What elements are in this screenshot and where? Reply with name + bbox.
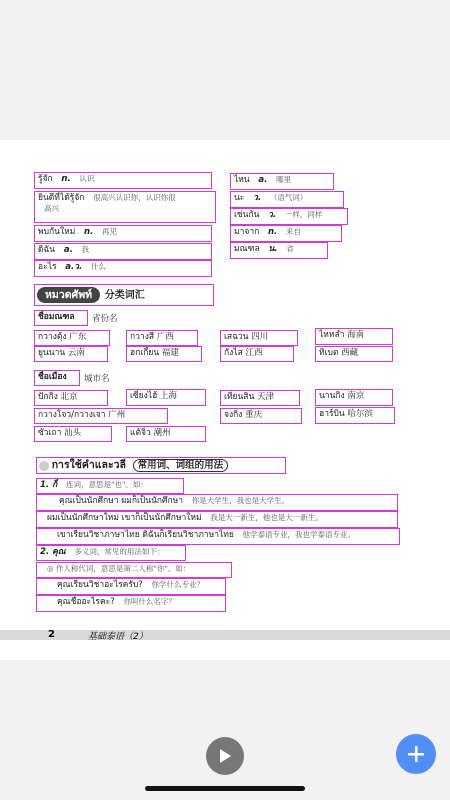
group-subtitle-cities: 城市名 xyxy=(84,374,110,384)
page-footer-bar xyxy=(0,630,450,640)
vocab-thai: ยินดีที่ได้รู้จัก xyxy=(38,193,85,203)
province-item[interactable] xyxy=(126,330,198,346)
city-item[interactable] xyxy=(34,390,108,406)
vocab-chinese: 很高兴认识你，认识你很 xyxy=(93,193,176,202)
group-heading-provinces[interactable] xyxy=(34,310,88,326)
usage-note: 连词，意思是"也"。如： xyxy=(65,480,148,489)
city-item[interactable] xyxy=(315,389,393,406)
city-label: เซี่ยงไฮ้ 上海 xyxy=(130,391,177,401)
example-sentence[interactable] xyxy=(36,511,398,528)
example-thai: ผมเป็นนักศึกษาใหม่ เขาก็เป็นนักศึกษาใหม่ xyxy=(47,513,202,523)
example-chinese: 我是大一新生，他也是大一新生。 xyxy=(210,513,323,522)
vocab-pos: ว. xyxy=(268,210,277,220)
vocab-pos: n. xyxy=(61,174,71,184)
example-sentence[interactable] xyxy=(36,595,226,612)
section-title-thai: การใช้คำและวลี xyxy=(51,459,126,471)
example-thai: คุณเรียนวิชาอะไรครับ? xyxy=(57,580,143,590)
vocab-item[interactable] xyxy=(34,260,212,277)
vocab-thai: ดิฉัน xyxy=(38,245,56,255)
vocab-chinese: 再见 xyxy=(102,227,117,236)
vocab-chinese: 省 xyxy=(286,244,294,253)
vocab-pos: น. xyxy=(268,244,278,254)
vocab-thai: ไหน xyxy=(234,175,250,185)
province-item[interactable] xyxy=(34,330,110,346)
section-title-chinese: 常用词、词组的用法 xyxy=(133,459,229,472)
province-item[interactable] xyxy=(220,330,298,346)
vocab-pos: n. xyxy=(267,227,278,237)
vocab-thai: อะไร xyxy=(38,262,57,272)
vocab-pos: a.ว. xyxy=(65,262,83,272)
city-label: เทียนสิน 天津 xyxy=(224,392,274,402)
province-label: กวางสี 广西 xyxy=(130,332,174,342)
example-chinese: 你叫什么名字？ xyxy=(123,597,176,606)
province-item[interactable] xyxy=(220,346,294,362)
section-title-chinese: 分类词汇 xyxy=(104,290,145,301)
section-title-thai: หมวดศัพท์ xyxy=(37,287,100,303)
city-item[interactable] xyxy=(220,408,302,424)
usage-item-heading[interactable] xyxy=(36,478,184,494)
vocab-item[interactable] xyxy=(230,191,344,208)
vocab-item[interactable] xyxy=(34,243,212,260)
city-item[interactable] xyxy=(126,389,206,406)
province-label: เสฉวน 四川 xyxy=(224,332,269,342)
province-label: กวางตุ้ง 广东 xyxy=(38,332,87,342)
vocab-item[interactable] xyxy=(230,173,334,190)
vocab-thai: พบกันใหม่ xyxy=(38,227,76,237)
vocab-thai: มาจาก xyxy=(234,227,260,237)
city-label: ฮาร์บิน 哈尔滨 xyxy=(319,409,373,419)
vocab-item[interactable] xyxy=(230,208,348,225)
play-icon xyxy=(218,748,232,764)
vocab-chinese: 哪里 xyxy=(276,175,292,184)
example-chinese: 你学什么专业？ xyxy=(151,580,205,589)
usage-subpoint-text: ◎ 作人称代词，意思是第二人称"你"。如： xyxy=(47,564,191,573)
usage-note: 多义词，常见的用法如下： xyxy=(74,547,165,556)
book-title: 基础泰语（2） xyxy=(88,632,148,642)
example-thai: คุณเป็นนักศึกษา ผมก็เป็นนักศึกษา xyxy=(59,496,183,506)
vocab-pos: a. xyxy=(63,245,73,255)
vocab-chinese: 认识 xyxy=(79,174,95,183)
usage-item-heading[interactable] xyxy=(36,545,186,561)
group-heading-thai: ชื่อเมือง xyxy=(38,372,67,382)
city-label: กวางโจว/กวางเจา 广州 xyxy=(38,410,126,420)
example-sentence[interactable] xyxy=(36,528,400,545)
city-label: นานกิง 南京 xyxy=(319,391,365,401)
vocab-item[interactable] xyxy=(230,242,328,259)
vocab-item[interactable] xyxy=(230,225,342,242)
usage-heading-label: 1. ก็ xyxy=(40,480,58,490)
city-label: แต้จิ๋ว 潮州 xyxy=(130,428,171,438)
vocab-thai: รู้จัก xyxy=(38,174,53,184)
vocab-chinese: 我 xyxy=(81,245,89,254)
province-item[interactable] xyxy=(315,346,393,362)
city-item[interactable] xyxy=(126,426,206,442)
group-heading-thai: ชื่อมณฑล xyxy=(38,312,75,322)
vocab-item[interactable] xyxy=(34,225,212,242)
home-indicator[interactable] xyxy=(145,786,305,791)
city-item[interactable] xyxy=(34,426,112,442)
example-thai: คุณชื่ออะไรคะ? xyxy=(57,597,115,607)
usage-heading-label: 2. คุณ xyxy=(40,547,66,557)
vocab-item[interactable] xyxy=(34,191,216,223)
vocab-chinese: 一样，同样 xyxy=(284,210,323,219)
province-label: ฮกเกี้ยน 福建 xyxy=(130,348,179,358)
example-sentence[interactable] xyxy=(36,578,226,595)
vocab-thai: นะ xyxy=(234,193,245,203)
city-item[interactable] xyxy=(34,408,168,424)
vocab-thai: มณฑล xyxy=(234,244,260,254)
city-item[interactable] xyxy=(220,390,300,406)
example-sentence[interactable] xyxy=(36,494,398,511)
page-number: 2 xyxy=(48,629,55,640)
vocab-thai: เช่นกัน xyxy=(234,210,260,220)
example-thai: เขาเรียนวิชาภาษาไทย ดิฉันก็เรียนวิชาภาษาไทย xyxy=(57,530,234,540)
province-label: ไหหลำ 海南 xyxy=(319,330,365,340)
province-item[interactable] xyxy=(126,346,202,362)
group-subtitle-provinces: 省份名 xyxy=(92,314,118,324)
textbook-page xyxy=(0,140,450,660)
usage-subpoint[interactable] xyxy=(36,562,232,578)
play-button[interactable] xyxy=(206,737,244,775)
province-label: ทิเบต 西藏 xyxy=(319,348,359,358)
example-chinese: 他学泰语专业，我也学泰语专业。 xyxy=(242,530,356,539)
city-label: ปักกิ่ง 北京 xyxy=(38,392,78,402)
city-label: ซัวเถา 汕头 xyxy=(38,428,82,438)
section-title-vocab[interactable] xyxy=(34,284,214,306)
vocab-chinese: 来自 xyxy=(285,227,301,236)
province-item[interactable] xyxy=(34,346,108,362)
vocab-pos: a. xyxy=(258,175,268,185)
group-heading-cities[interactable] xyxy=(34,370,80,386)
city-item[interactable] xyxy=(315,407,395,424)
vocab-chinese: 高兴 xyxy=(44,203,59,213)
bullet-dot-icon xyxy=(39,461,49,471)
vocab-pos: ว. xyxy=(253,193,262,203)
province-label: ยูนนาน 云南 xyxy=(38,348,85,358)
example-chinese: 你是大学生，我也是大学生。 xyxy=(191,496,290,505)
section-title-usage[interactable] xyxy=(36,457,286,474)
vocab-chinese: （语气词） xyxy=(269,193,308,202)
vocab-chinese: 什么 xyxy=(90,262,106,271)
add-button[interactable] xyxy=(396,734,436,774)
city-label: จงกิ่ง 重庆 xyxy=(224,410,263,420)
plus-icon xyxy=(407,745,425,763)
vocab-pos: n. xyxy=(84,227,94,237)
province-label: กังไส 江西 xyxy=(224,348,263,358)
vocab-item[interactable] xyxy=(34,172,212,189)
province-item[interactable] xyxy=(315,328,393,345)
